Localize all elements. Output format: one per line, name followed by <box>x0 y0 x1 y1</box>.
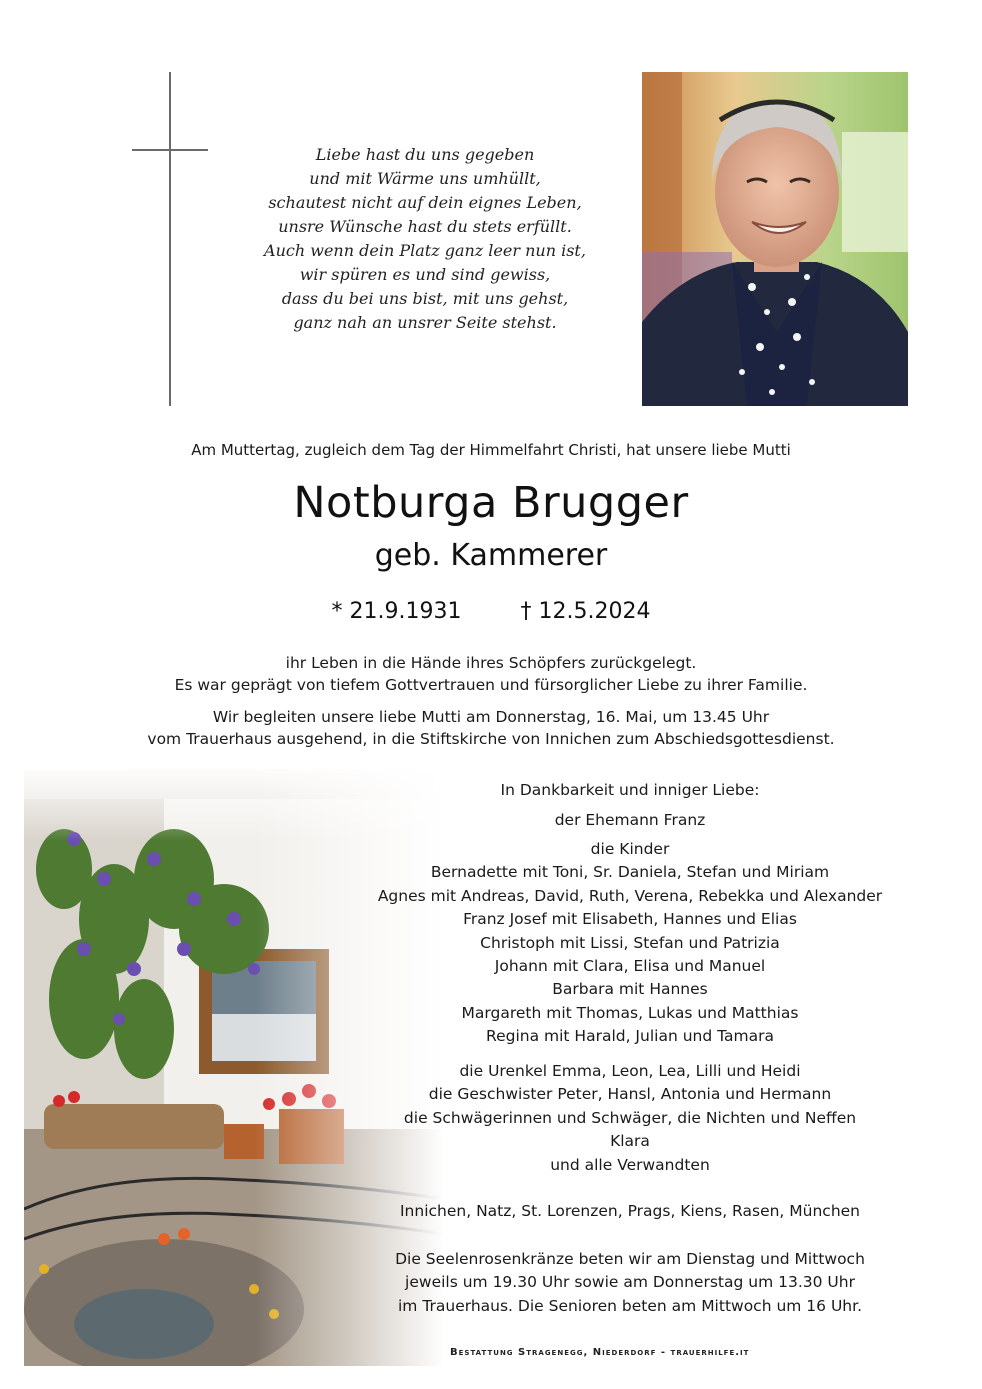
rosary-line: jeweils um 19.30 Uhr sowie am Donnerstag um 13.30 Uhr <box>405 1273 855 1292</box>
mourners-others <box>310 1060 950 1177</box>
poem-line: ganz nah an unsrer Seite stehst. <box>293 313 557 332</box>
paragraph-line: Es war geprägt von tiefem Gottvertrauen und fürsorglicher Liebe zu ihrer Familie. <box>174 676 808 694</box>
poem-line: schautest nicht auf dein eignes Leben, <box>268 193 582 212</box>
poem-line: unsre Wünsche hast du stets erfüllt. <box>278 217 572 236</box>
poem-line: dass du bei uns bist, mit uns gehst, <box>281 289 569 308</box>
child-family: Regina mit Harald, Julian und Tamara <box>486 1027 774 1046</box>
death-date: † 12.5.2024 <box>520 599 651 624</box>
mourner-line: und alle Verwandten <box>550 1155 710 1174</box>
birth-date: * 21.9.1931 <box>331 599 462 624</box>
mourner-line: die Schwägerinnen und Schwäger, die Nichten und Neffen <box>403 1108 857 1127</box>
rosary-info <box>310 1248 950 1318</box>
paragraph-funeral <box>0 706 982 750</box>
mourner-line: Klara <box>610 1132 650 1151</box>
portrait-photo <box>642 72 908 406</box>
cross-vertical <box>169 72 171 406</box>
intro-text: Am Muttertag, zugleich dem Tag der Himmelfahrt Christi, hat unsere liebe Mutti <box>191 441 791 459</box>
paragraph-line: ihr Leben in die Hände ihres Schöpfers zurückgelegt. <box>285 654 697 672</box>
rosary-line: im Trauerhaus. Die Senioren beten am Mittwoch um 16 Uhr. <box>397 1296 863 1315</box>
cross-horizontal <box>132 149 208 151</box>
mourner-line: die Geschwister Peter, Hansl, Antonia und Hermann <box>428 1085 832 1104</box>
paragraph-line: Wir begleiten unsere liebe Mutti am Donnerstag, 16. Mai, um 13.45 Uhr <box>212 708 770 726</box>
child-family: Barbara mit Hannes <box>552 980 708 999</box>
children-heading: die Kinder <box>590 840 670 858</box>
rosary-line: Die Seelenrosenkränze beten wir am Dienstag und Mittwoch <box>395 1250 865 1268</box>
life-dates <box>0 599 982 624</box>
mourners-title: In Dankbarkeit und inniger Liebe: <box>500 781 760 799</box>
poem-line: wir spüren es und sind gewiss, <box>299 265 551 284</box>
child-family: Johann mit Clara, Elisa und Manuel <box>494 957 766 976</box>
funeral-home-footer: Bestattung Stragenegg, Niederdorf - trauerhilfe.it <box>450 1347 750 1358</box>
poem-line: Liebe hast du uns gegeben <box>315 145 535 164</box>
mourners-children <box>310 838 950 1049</box>
paragraph-life <box>0 652 982 696</box>
child-family: Margareth mit Thomas, Lukas und Matthias <box>461 1003 799 1022</box>
child-family: Franz Josef mit Elisabeth, Hannes und Elias <box>463 910 797 929</box>
child-family: Agnes mit Andreas, David, Ruth, Verena, Rebekka und Alexander <box>377 886 883 905</box>
deceased-name: Notburga Brugger <box>293 478 689 528</box>
child-family: Christoph mit Lissi, Stefan und Patrizia <box>480 933 780 952</box>
child-family: Bernadette mit Toni, Sr. Daniela, Stefan und Miriam <box>430 863 830 882</box>
mourner-line: die Urenkel Emma, Leon, Lea, Lilli und Heidi <box>459 1062 801 1080</box>
mourners-husband: der Ehemann Franz <box>554 811 706 829</box>
poem <box>210 143 640 335</box>
paragraph-line: vom Trauerhaus ausgehend, in die Stiftskirche von Innichen zum Abschiedsgottesdienst. <box>147 730 835 748</box>
poem-line: und mit Wärme uns umhüllt, <box>309 169 541 188</box>
places: Innichen, Natz, St. Lorenzen, Prags, Kiens, Rasen, München <box>399 1202 861 1220</box>
maiden-name: geb. Kammerer <box>374 538 608 573</box>
poem-line: Auch wenn dein Platz ganz leer nun ist, <box>264 241 586 260</box>
